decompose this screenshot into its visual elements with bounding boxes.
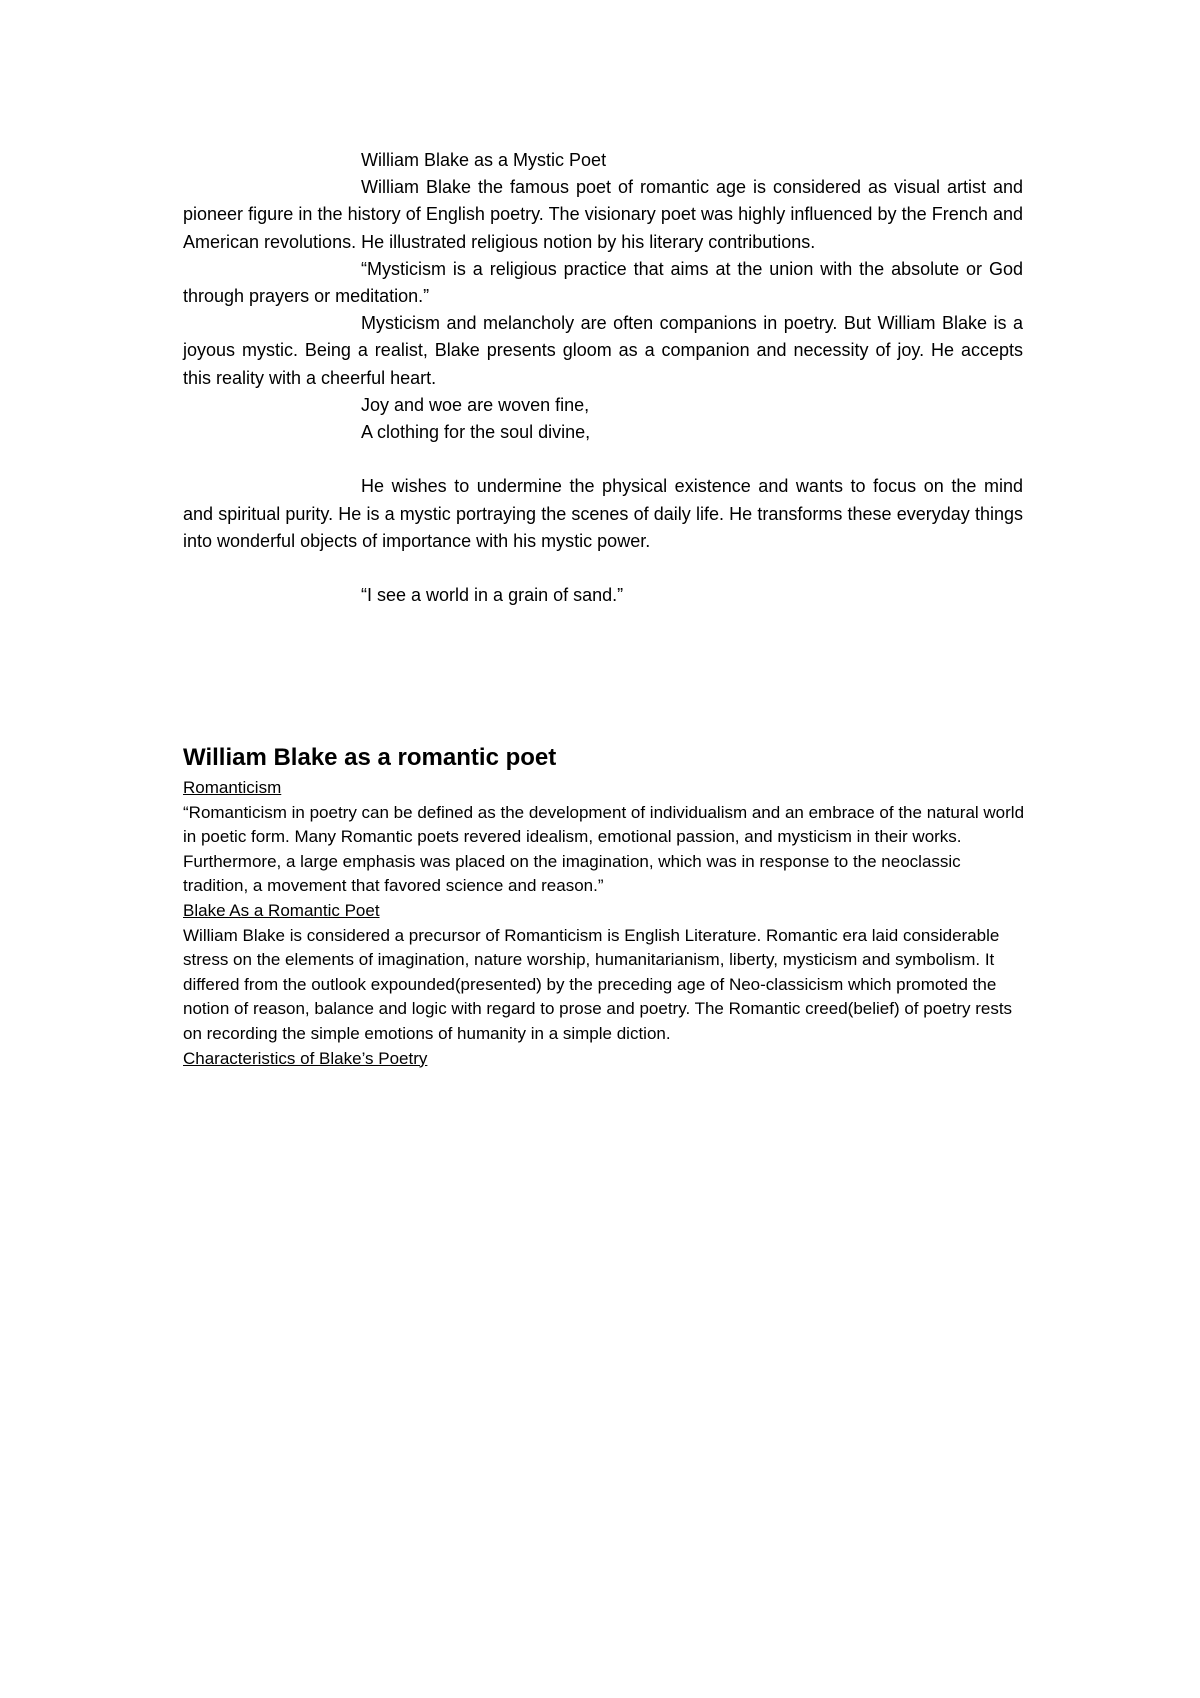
mystic-section-title: William Blake as a Mystic Poet — [361, 150, 607, 170]
romantic-poet-section — [183, 740, 1025, 1071]
romanticism-subheading: Romanticism — [183, 778, 282, 797]
blank-line — [183, 555, 1023, 582]
characteristics-subheading: Characteristics of Blake’s Poetry — [183, 1048, 428, 1068]
mysticism-definition-quote: “Mysticism is a religious practice that aims at the union with the absolute or God through prayers or meditation.” — [183, 258, 1023, 307]
grain-of-sand-quote: “I see a world in a grain of sand.” — [361, 585, 624, 606]
romantic-section-heading: William Blake as a romantic poet — [183, 744, 557, 771]
mystic-intro-paragraph: William Blake the famous poet of romantic age is considered as visual artist and pioneer figure in the history of English poetry. The visionary poet was highly influenced by the French and American revolutions. He illustrated religious notion by his literary contributions. — [183, 177, 1023, 252]
verse-line: Joy and woe are woven fine, — [361, 394, 590, 415]
verse-line: A clothing for the soul divine, — [361, 422, 591, 443]
blank-line — [183, 446, 1023, 473]
mystic-poet-section — [183, 147, 1023, 609]
blake-romantic-subheading: Blake As a Romantic Poet — [183, 900, 380, 920]
romanticism-definition-quote: “Romanticism in poetry can be defined as the development of individualism and an embrace of the natural world in poetic form. Many Romantic poets revered idealism, emotional passion, and mysticism in their works. Furthermore, a large emphasis was placed on the imagination, which was in response to the neoclassic tradition, a movement that favored science and reason.” — [183, 802, 1025, 896]
spiritual-purity-paragraph: He wishes to undermine the physical existence and wants to focus on the mind and spiritual purity. He is a mystic portraying the scenes of daily life. He transforms these everyday things into wonderful objects of importance with his mystic power. — [183, 476, 1023, 551]
blake-romantic-paragraph: William Blake is considered a precursor of Romanticism is English Literature. Romantic era laid considerable stress on the elements of imagination, nature worship, humanitarianism, liberty, mysticism and symbolism. It differed from the outlook expounded(presented) by the preceding age of Neo-classicism which promoted the notion of reason, balance and logic with regard to prose and poetry. The Romantic creed(belief) of poetry rests on recording the simple emotions of humanity in a simple diction. — [183, 925, 1013, 1043]
joyous-mystic-paragraph: Mysticism and melancholy are often companions in poetry. But William Blake is a joyous mystic. Being a realist, Blake presents gloom as a companion and necessity of joy. He accepts this reality with a cheerful heart. — [183, 313, 1023, 388]
